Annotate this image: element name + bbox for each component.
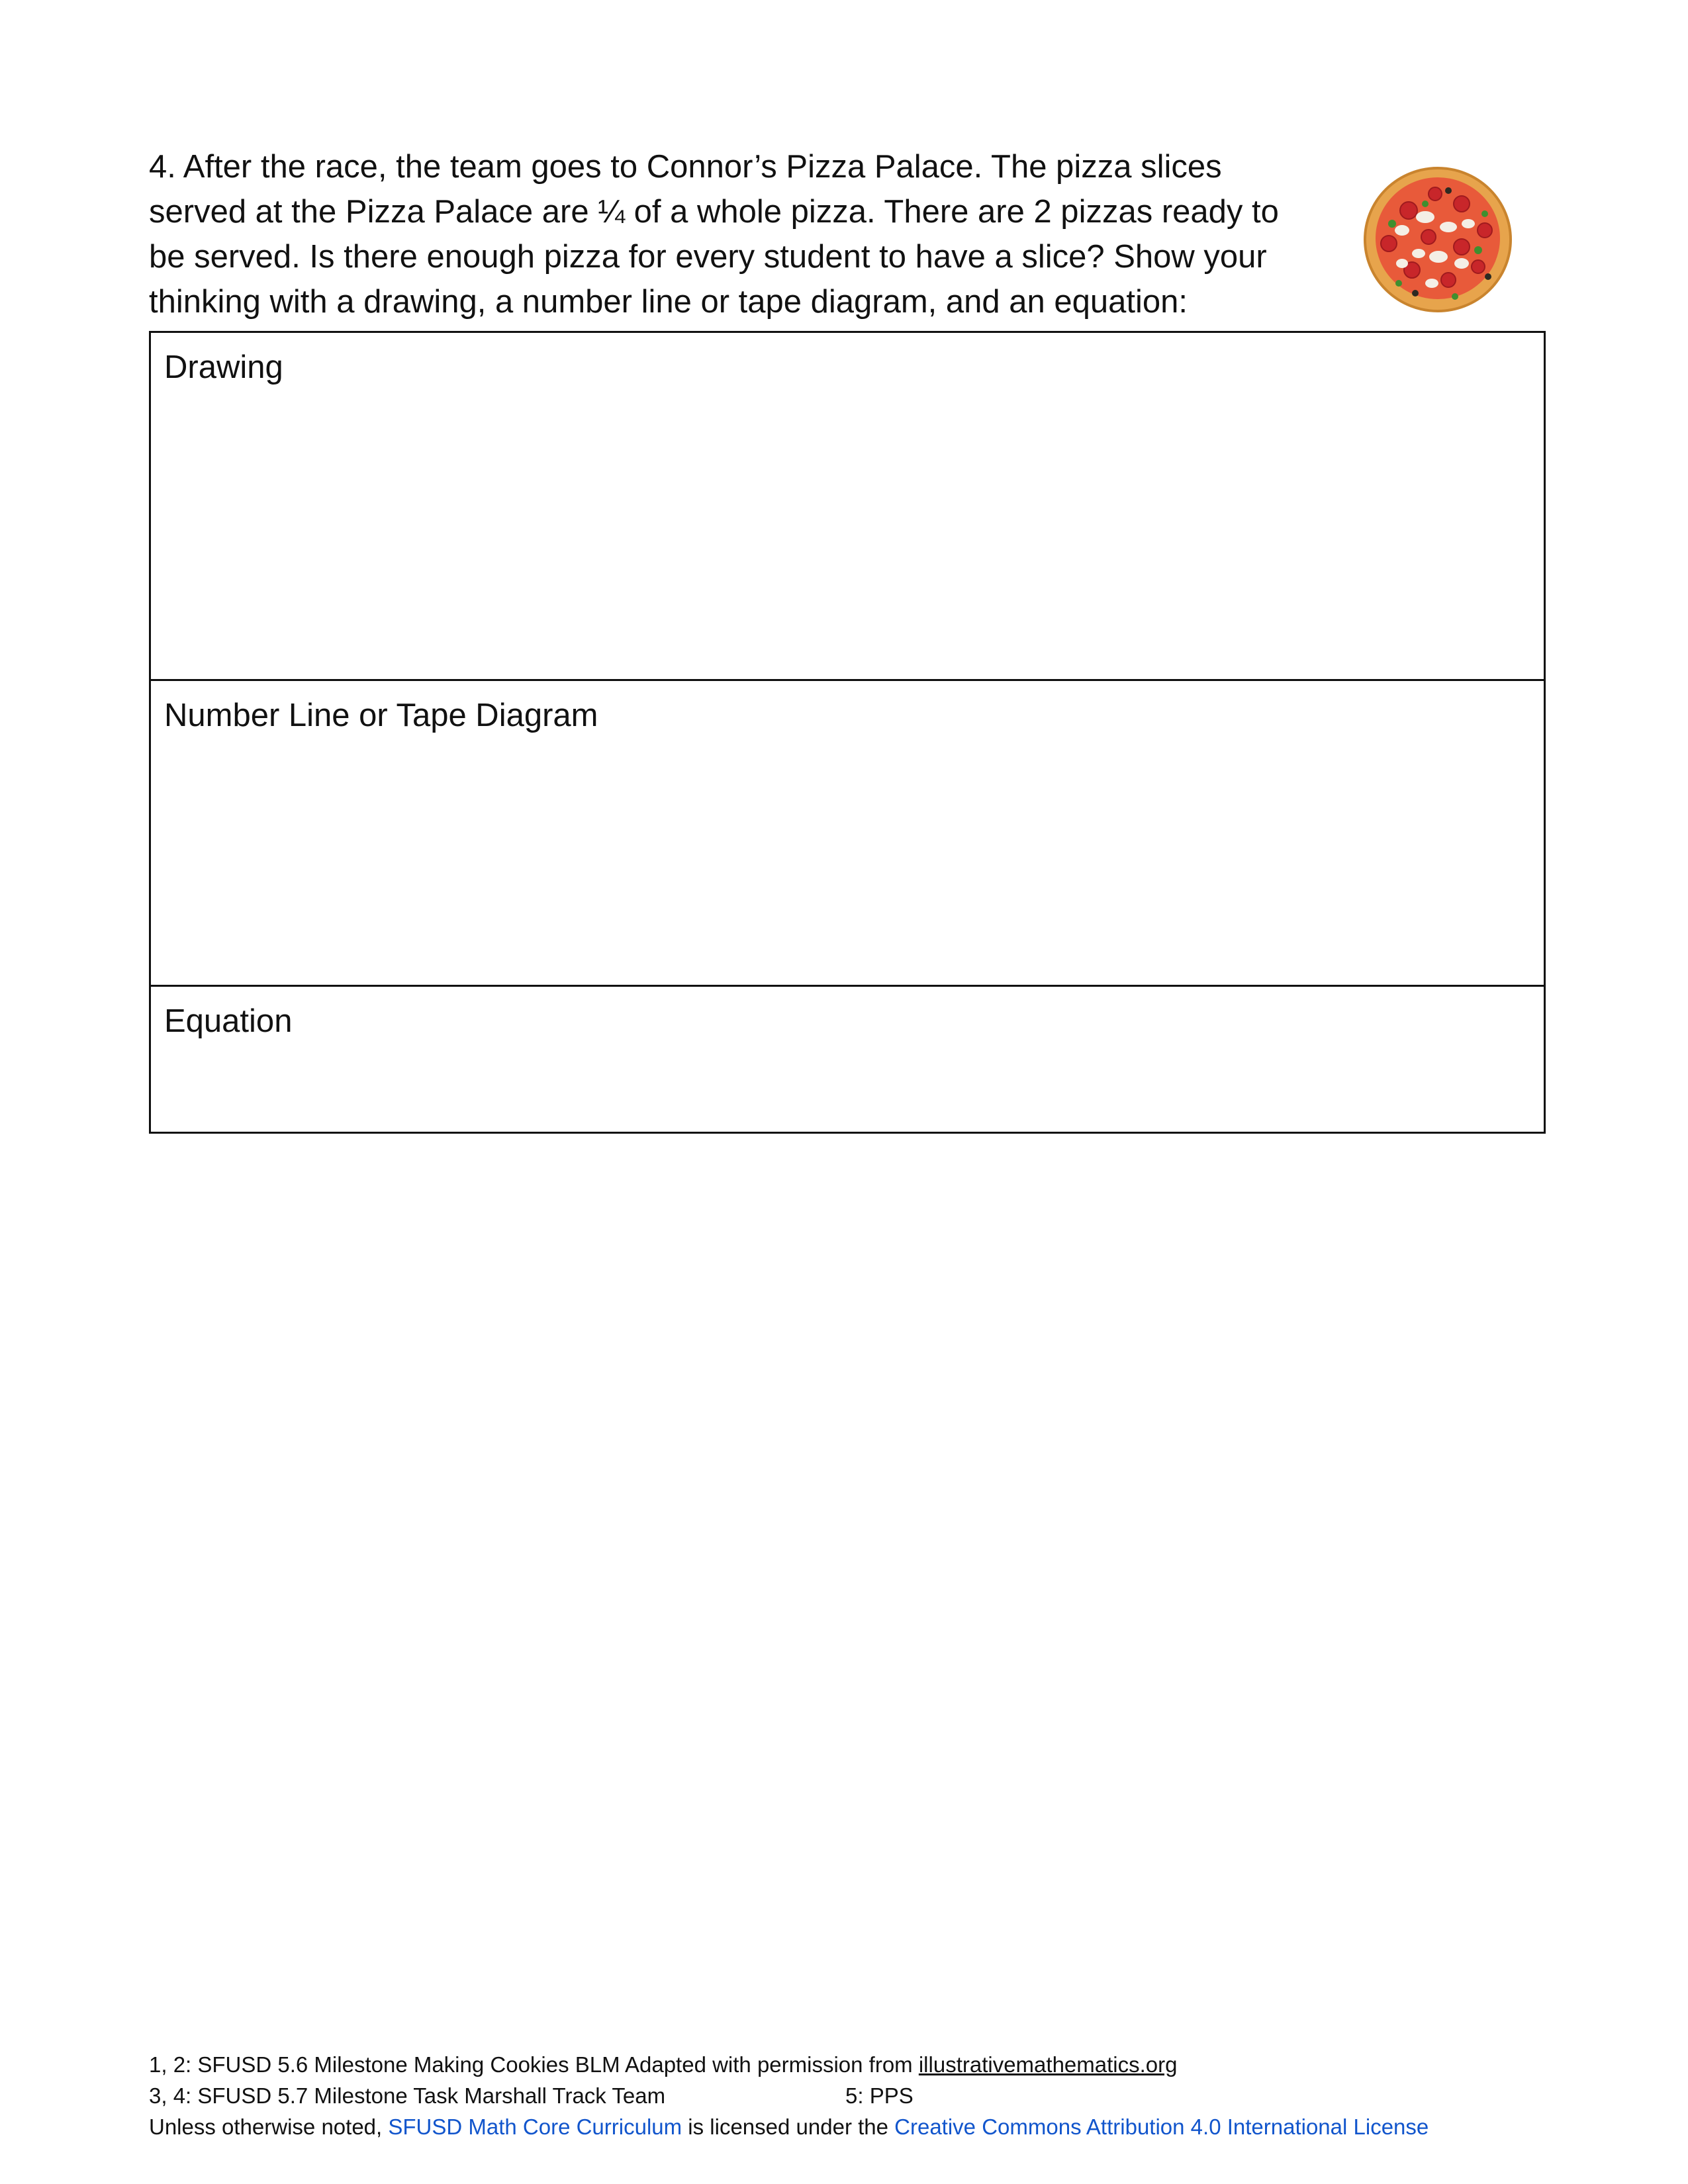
footer-line-3	[149, 2111, 1539, 2142]
footer-credit-text: 1, 2: SFUSD 5.6 Milestone Making Cookies BLM Adapted with permission from	[149, 2052, 919, 2077]
pizza-icon	[1362, 164, 1513, 315]
footer-credit-text: 3, 4: SFUSD 5.7 Milestone Task Marshall Track Team	[149, 2083, 666, 2108]
question-line: be served. Is there enough pizza for every student to have a slice? Show your	[149, 239, 1267, 275]
equation-label: Equation	[164, 1003, 293, 1039]
footer-credit-pps: 5: PPS	[845, 2083, 914, 2108]
footer-line-2	[149, 2080, 1539, 2111]
answer-grid	[149, 331, 1546, 1134]
question-line: served at the Pizza Palace are ¼ of a whole pizza. There are 2 pizzas ready to	[149, 194, 1279, 230]
question-text	[149, 144, 1334, 324]
drawing-label: Drawing	[164, 349, 283, 385]
number-line-box[interactable]	[151, 679, 1544, 985]
number-line-label: Number Line or Tape Diagram	[164, 698, 598, 733]
question-line: 4. After the race, the team goes to Connor’s Pizza Palace. The pizza slices	[149, 149, 1222, 185]
footer-license-text: is licensed under the	[682, 2115, 895, 2139]
sfusd-curriculum-link[interactable]: SFUSD Math Core Curriculum	[388, 2115, 682, 2139]
creative-commons-link[interactable]: Creative Commons Attribution 4.0 International License	[894, 2115, 1429, 2139]
footer	[149, 2049, 1539, 2142]
illustrativemathematics-link[interactable]: illustrativemathematics.org	[918, 2052, 1178, 2077]
equation-box[interactable]	[151, 985, 1544, 1132]
footer-line-1	[149, 2049, 1539, 2080]
drawing-box[interactable]	[151, 333, 1544, 679]
footer-license-text: Unless otherwise noted,	[149, 2115, 389, 2139]
question-line: thinking with a drawing, a number line or tape diagram, and an equation:	[149, 284, 1188, 320]
